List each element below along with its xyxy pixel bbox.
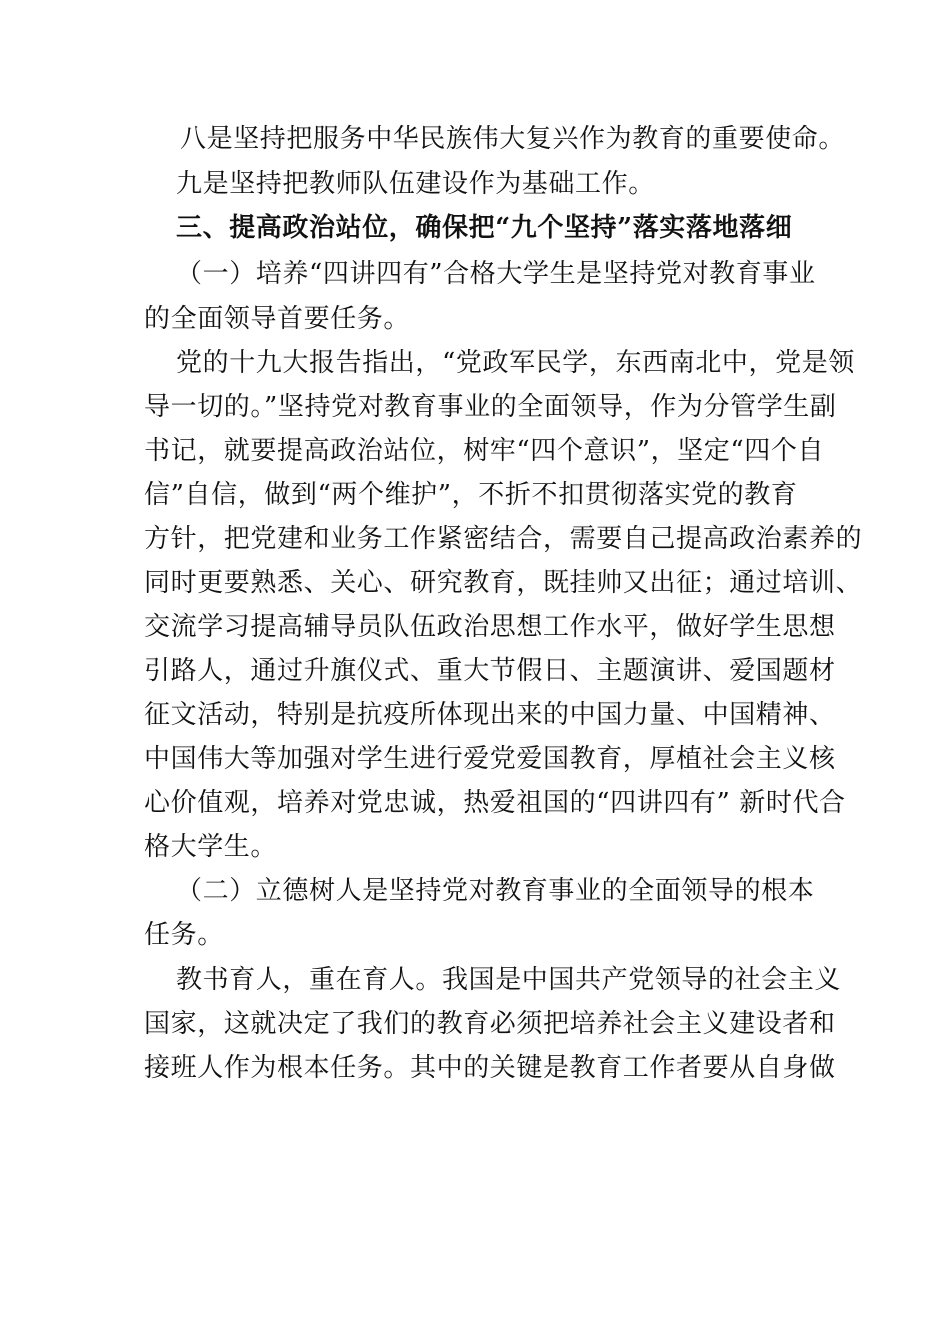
paragraph-line: 征文活动，特别是抗疫所体现出来的中国力量、中国精神、 bbox=[144, 700, 836, 730]
paragraph-line: 方针，把党建和业务工作紧密结合，需要自己提高政治素养的 bbox=[144, 524, 863, 554]
paragraph-line-1: 八是坚持把服务中华民族伟大复兴作为教育的重要使命。 bbox=[180, 124, 846, 154]
subsection-heading-1-line-1: （一）培养“四讲四有”合格大学生是坚持党对教育事业 bbox=[176, 259, 816, 289]
paragraph-line: 国家，这就决定了我们的教育必须把培养社会主义建设者和 bbox=[144, 1009, 836, 1039]
paragraph-line: 交流学习提高辅导员队伍政治思想工作水平，做好学生思想 bbox=[144, 612, 836, 642]
paragraph-line: 接班人作为根本任务。其中的关键是教育工作者要从自身做 bbox=[144, 1053, 836, 1083]
paragraph-line: 导一切的。”坚持党对教育事业的全面领导，作为分管学生副 bbox=[144, 392, 837, 422]
subsection-heading-2-line-2: 任务。 bbox=[144, 920, 224, 950]
paragraph-line: 党的十九大报告指出，“党政军民学，东西南北中，党是领 bbox=[176, 348, 855, 378]
section-heading-3: 三、提高政治站位，确保把“九个坚持”落实落地落细 bbox=[176, 213, 793, 243]
paragraph-line: 心价值观，培养对党忠诚，热爱祖国的“四讲四有” 新时代合 bbox=[144, 788, 846, 818]
paragraph-line-2: 九是坚持把教师队伍建设作为基础工作。 bbox=[176, 169, 655, 199]
paragraph-line: 教书育人，重在育人。我国是中国共产党领导的社会主义 bbox=[176, 965, 842, 995]
paragraph-line: 格大学生。 bbox=[144, 832, 278, 862]
subsection-heading-1-line-2: 的全面领导首要任务。 bbox=[144, 304, 411, 334]
paragraph-line: 信”自信，做到“两个维护”，不折不扣贯彻落实党的教育 bbox=[144, 480, 798, 510]
paragraph-line: 引路人，通过升旗仪式、重大节假日、主题演讲、爱国题材 bbox=[144, 656, 836, 686]
subsection-heading-2-line-1: （二）立德树人是坚持党对教育事业的全面领导的根本 bbox=[176, 876, 815, 906]
paragraph-line: 书记，就要提高政治站位，树牢“四个意识”，坚定“四个自 bbox=[144, 436, 825, 466]
paragraph-line: 中国伟大等加强对学生进行爱党爱国教育，厚植社会主义核 bbox=[144, 744, 836, 774]
paragraph-line: 同时更要熟悉、关心、研究教育，既挂帅又出征；通过培训、 bbox=[144, 568, 863, 598]
